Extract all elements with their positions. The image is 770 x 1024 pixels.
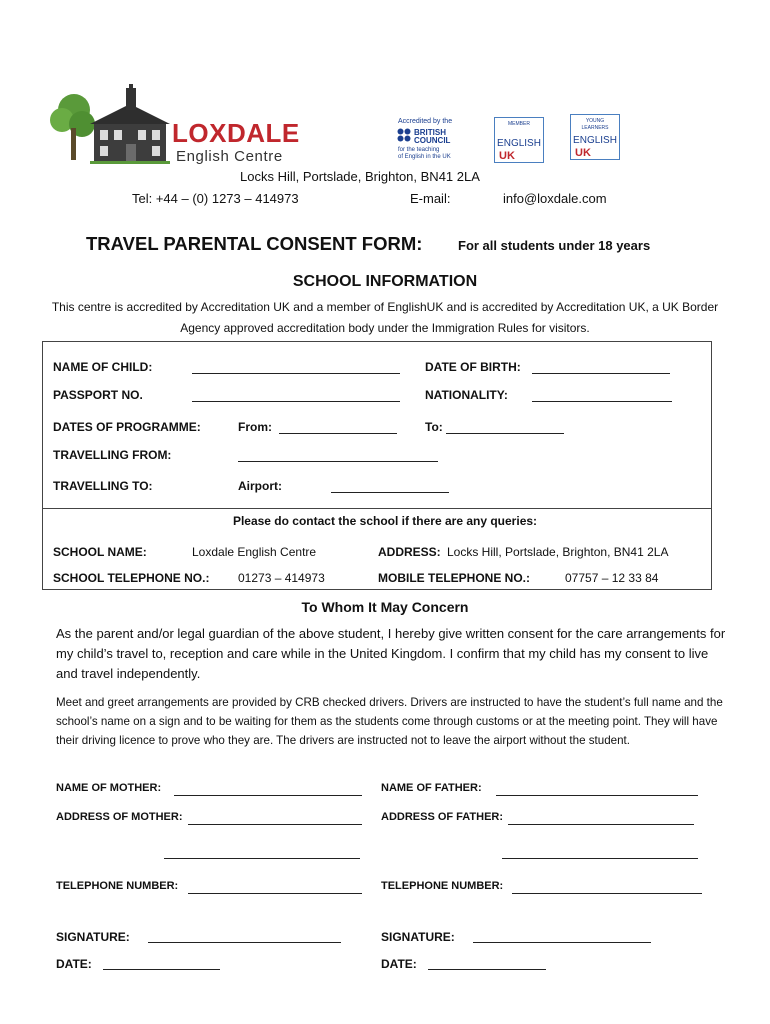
loxdale-logo-building-icon xyxy=(50,84,180,166)
name-of-mother-label: NAME OF MOTHER: xyxy=(56,782,162,794)
box-divider xyxy=(42,508,712,509)
logo-title: LOXDALE xyxy=(172,118,300,148)
badge-top1: YOUNG xyxy=(585,118,605,124)
email-label: E-mail: xyxy=(410,191,451,206)
school-telephone-label: SCHOOL TELEPHONE NO.: xyxy=(53,571,210,585)
concern-title: To Whom It May Concern xyxy=(301,599,469,615)
date-of-birth-field[interactable] xyxy=(532,362,670,374)
english-uk-young-learners-badge xyxy=(570,114,620,160)
badge-top2: LEARNERS xyxy=(581,125,609,131)
mother-signature-label: SIGNATURE: xyxy=(56,930,130,944)
address-of-father-field[interactable] xyxy=(508,813,694,825)
travelling-from-label: TRAVELLING FROM: xyxy=(53,448,172,462)
mother-date-field[interactable] xyxy=(103,958,220,970)
british-council-dots-icon xyxy=(397,128,411,142)
father-date-label: DATE: xyxy=(381,957,417,971)
badge-bottom: UK xyxy=(575,147,591,159)
passport-no-field[interactable] xyxy=(192,390,400,402)
consent-paragraph-2: Meet and greet arrangements are provided by CRB checked drivers. Drivers are instructed to have the student’s full name and the school’s name on a sign and to be waiting for them as the students come through customs or at the meeting point. They will have their driving licence to prove who they are. The drivers are instructed not to leave the airport without the student. xyxy=(56,696,723,747)
passport-no-label: PASSPORT NO. xyxy=(53,388,143,402)
mobile-telephone-label: MOBILE TELEPHONE NO.: xyxy=(378,571,531,585)
contact-note: Please do contact the school if there are any queries: xyxy=(232,514,538,528)
centre-telephone: Tel: +44 – (0) 1273 – 414973 xyxy=(132,191,299,206)
school-name-label: SCHOOL NAME: xyxy=(53,545,147,559)
mobile-telephone-value: 07757 – 12 33 84 xyxy=(565,571,659,585)
father-date-field[interactable] xyxy=(428,958,546,970)
address-of-father-line-2[interactable] xyxy=(502,847,698,859)
bc-tagline2: of English in the UK xyxy=(398,154,451,160)
accreditation-text: This centre is accredited by Accreditation UK and a member of EnglishUK and is accredited by Accreditation UK, a UK Border Agency approved accreditation body under the Immigration Rules for visitors. xyxy=(51,300,719,335)
airport-label: Airport: xyxy=(238,479,282,493)
bc-name-line1: BRITISH xyxy=(414,128,446,137)
section-title: SCHOOL INFORMATION xyxy=(292,273,478,290)
badge-top: MEMBER xyxy=(508,121,530,127)
father-signature-field[interactable] xyxy=(473,931,651,943)
badge-middle: ENGLISH xyxy=(573,135,617,146)
programme-to-field[interactable] xyxy=(446,422,564,434)
programme-from-field[interactable] xyxy=(279,422,397,434)
mother-telephone-label: TELEPHONE NUMBER: xyxy=(56,880,179,892)
address-label: ADDRESS: xyxy=(378,545,441,559)
bc-tagline1: for the teaching xyxy=(398,147,440,153)
mother-signature-field[interactable] xyxy=(148,931,341,943)
mother-telephone-field[interactable] xyxy=(188,882,362,894)
from-label: From: xyxy=(238,420,272,434)
address-of-father-label: ADDRESS OF FATHER: xyxy=(381,811,504,823)
form-title: TRAVEL PARENTAL CONSENT FORM: xyxy=(86,233,423,254)
address-of-mother-field[interactable] xyxy=(188,813,362,825)
to-label: To: xyxy=(425,420,443,434)
father-telephone-field[interactable] xyxy=(512,882,702,894)
father-signature-label: SIGNATURE: xyxy=(381,930,455,944)
address-of-mother-line-2[interactable] xyxy=(164,847,360,859)
school-name-value: Loxdale English Centre xyxy=(192,545,317,559)
name-of-child-label: NAME OF CHILD: xyxy=(53,360,153,374)
dates-of-programme-label: DATES OF PROGRAMME: xyxy=(53,420,201,434)
form-subtitle: For all students under 18 years xyxy=(458,238,651,253)
airport-field[interactable] xyxy=(331,481,449,493)
name-of-father-label: NAME OF FATHER: xyxy=(381,782,482,794)
school-telephone-value: 01273 – 414973 xyxy=(238,571,325,585)
travelling-from-field[interactable] xyxy=(238,450,438,462)
nationality-field[interactable] xyxy=(532,390,672,402)
bc-name-line2: COUNCIL xyxy=(414,136,451,145)
travelling-to-label: TRAVELLING TO: xyxy=(53,479,153,493)
name-of-mother-field[interactable] xyxy=(174,784,362,796)
centre-address: Locks Hill, Portslade, Brighton, BN41 2LA xyxy=(240,169,480,184)
email-link[interactable]: info@loxdale.com xyxy=(503,191,607,206)
date-of-birth-label: DATE OF BIRTH: xyxy=(425,360,521,374)
father-telephone-label: TELEPHONE NUMBER: xyxy=(381,880,504,892)
name-of-child-field[interactable] xyxy=(192,362,400,374)
address-value: Locks Hill, Portslade, Brighton, BN41 2LA xyxy=(447,545,669,559)
badge-middle: ENGLISH xyxy=(497,138,541,149)
consent-paragraph-1: As the parent and/or legal guardian of the above student, I hereby give written consent for the care arrangements for my child’s travel to, reception and care while in the United Kingdom. I confirm that my child has my consent to live and travel independently. xyxy=(56,626,726,681)
english-uk-member-badge xyxy=(494,117,544,163)
bc-accredited-label: Accredited by the xyxy=(398,118,453,125)
name-of-father-field[interactable] xyxy=(496,784,698,796)
logo-subtitle: English Centre xyxy=(176,148,283,165)
nationality-label: NATIONALITY: xyxy=(425,388,508,402)
address-of-mother-label: ADDRESS OF MOTHER: xyxy=(56,811,183,823)
badge-bottom: UK xyxy=(499,150,515,162)
mother-date-label: DATE: xyxy=(56,957,92,971)
